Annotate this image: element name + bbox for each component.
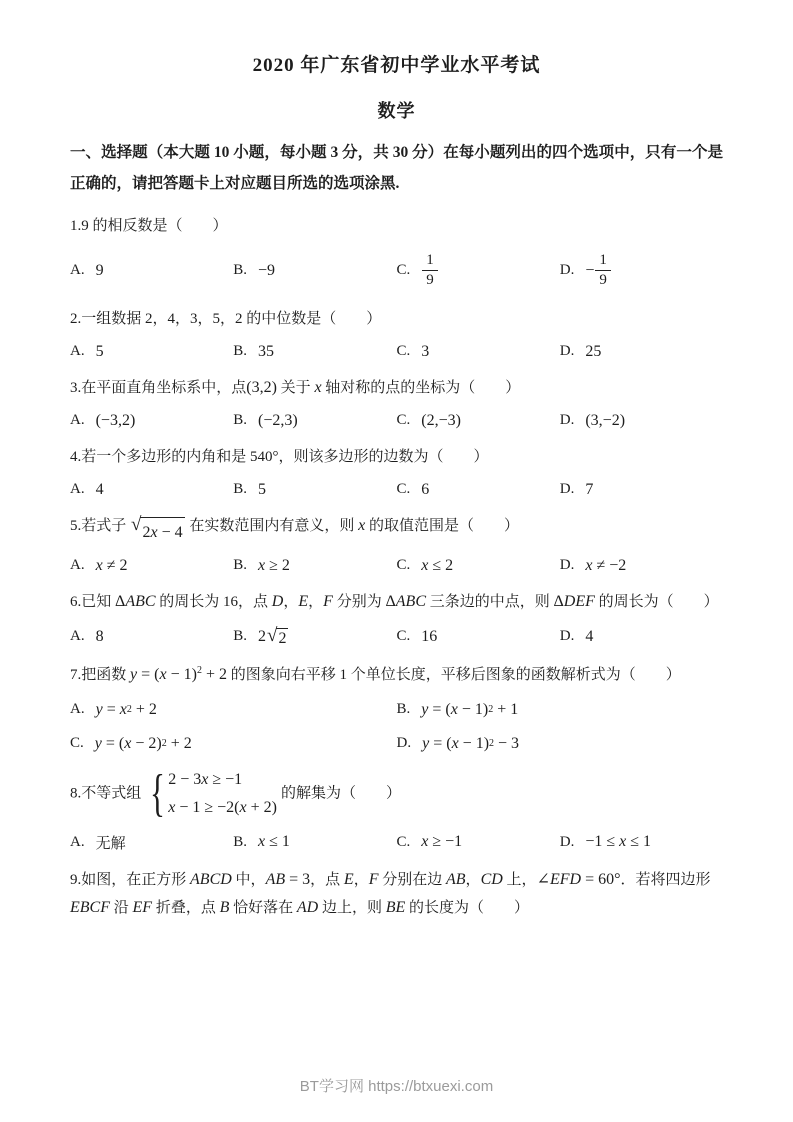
option-label: D.: [559, 628, 575, 644]
math-fraction: [595, 252, 611, 290]
text-run: 的图象向右平移 1 个单位长度，平移后图象的函数解析式为（ ）: [226, 666, 681, 683]
options-row: [70, 412, 723, 430]
math-run: ≥ 2: [265, 556, 290, 574]
option-label: C.: [396, 262, 411, 279]
option-b: [233, 626, 396, 648]
math-run: = (: [137, 665, 160, 683]
option-content: [585, 833, 651, 851]
radicand: [140, 517, 184, 547]
math-variable: x: [314, 378, 322, 396]
math-variable: x: [201, 770, 209, 788]
option-b: [233, 557, 396, 575]
option-content: [585, 628, 593, 646]
option-c: [397, 481, 560, 499]
system-rows: [168, 766, 277, 822]
options-row: [70, 481, 723, 499]
option-a: [70, 262, 233, 280]
math-variable: F: [323, 592, 333, 610]
option-label: A.: [70, 262, 85, 279]
option-label: C.: [396, 833, 411, 850]
left-brace-icon: [150, 768, 165, 820]
math-run: −9: [258, 261, 276, 279]
text-run: 8.不等式组: [70, 784, 142, 801]
option-content: [585, 481, 593, 499]
math-run: 16: [421, 627, 438, 645]
math-variable: x: [124, 734, 132, 752]
question-stem: [70, 305, 723, 333]
question-stem: [70, 866, 723, 922]
math-variable: y: [95, 700, 103, 718]
option-b: [233, 481, 396, 499]
math-run: + 1: [493, 700, 519, 718]
options-row: [70, 343, 723, 361]
math-run: ≠ −2: [592, 556, 627, 574]
math-variable: F: [368, 870, 379, 888]
math-variable: EF: [132, 898, 153, 916]
math-variable: ABC: [395, 592, 426, 610]
math-run: = (: [429, 734, 452, 752]
option-label: C.: [396, 343, 411, 359]
math-run: 9: [95, 261, 104, 279]
math-run: = (: [428, 700, 451, 718]
options-row: [70, 626, 723, 648]
option-content: [258, 481, 266, 499]
math-run: 25: [585, 342, 602, 360]
math-variable: x: [150, 523, 158, 541]
math-run: 8: [95, 627, 104, 645]
math-variable: ABC: [125, 592, 156, 610]
math-variable: x: [258, 556, 266, 574]
question-stem: [70, 512, 723, 547]
option-b: [397, 701, 724, 719]
text-run: 6.已知: [70, 593, 116, 610]
option-c: [397, 412, 560, 430]
option-d: [560, 481, 723, 499]
text-run: 1.9 的相反数是（ ）: [70, 218, 228, 234]
option-a: [70, 628, 233, 646]
math-run: = 60°: [581, 870, 621, 888]
options-row: [70, 701, 723, 753]
math-run: ≤ 1: [265, 833, 290, 850]
question-1: [70, 212, 723, 292]
math-variable: y: [421, 700, 429, 718]
option-a: [70, 412, 233, 430]
text-run: 上，: [502, 871, 537, 888]
options-row: [70, 250, 723, 292]
math-run: −: [585, 261, 595, 279]
option-a: [70, 832, 233, 853]
option-label: D.: [559, 481, 575, 497]
text-run: 三条边的中点，则: [425, 593, 554, 610]
math-run: = 3: [285, 870, 311, 888]
math-run: 6: [421, 480, 430, 498]
text-run: 分别为: [332, 593, 386, 610]
math-run: (−3,2): [95, 411, 136, 429]
question-5: [70, 512, 723, 575]
question-stem: [70, 588, 723, 616]
option-d: [560, 250, 723, 292]
math-variable: E: [343, 870, 354, 888]
math-run: −1 ≤: [585, 833, 620, 850]
math-run: 3: [421, 342, 430, 360]
option-label: D.: [396, 735, 412, 751]
option-content: [585, 412, 625, 430]
math-run: − 2): [131, 734, 162, 752]
math-variable: x: [451, 734, 459, 752]
text-run: 3.在平面直角坐标系中，点: [70, 379, 247, 396]
option-label: B.: [396, 701, 411, 717]
math-run: + 2: [166, 734, 192, 752]
option-label: A.: [70, 557, 85, 573]
text-run: 的周长为 16，点: [155, 593, 272, 610]
option-label: A.: [70, 481, 85, 497]
math-variable: x: [239, 798, 247, 816]
math-variable: x: [421, 556, 429, 574]
text-run: 7.把函数: [70, 666, 131, 683]
math-variable: x: [258, 833, 266, 850]
option-content: [96, 262, 104, 280]
math-run: ≥ −1: [428, 833, 463, 850]
option-label: C.: [396, 481, 411, 497]
math-run: − 1): [457, 700, 489, 718]
option-a: [70, 701, 397, 719]
text-run: 的长度为（ ）: [405, 899, 530, 916]
math-variable: B: [219, 898, 230, 916]
option-content: y = x 2 + 2: [95, 700, 157, 718]
options-row: [70, 832, 723, 853]
option-d: [560, 628, 723, 646]
option-content: [96, 557, 128, 575]
math-variable: CD: [480, 870, 503, 888]
math-square-root: [131, 515, 185, 547]
math-variable: EBCF: [70, 898, 110, 916]
footer-watermark: BT学习网 https://btxuexi.com: [299, 1078, 494, 1095]
option-content: [258, 343, 274, 361]
math-variable: AD: [296, 898, 319, 916]
text-run: 沿: [110, 899, 133, 916]
text-run: 折叠，点: [152, 899, 220, 916]
math-run: =: [102, 700, 120, 718]
option-content: y = ( x − 1) 2 − 3: [422, 734, 520, 752]
text-run: ．若将四边形: [620, 871, 711, 888]
option-c: [397, 250, 560, 292]
option-label: C.: [396, 412, 411, 428]
option-label: B.: [233, 481, 248, 497]
option-label: C.: [70, 735, 84, 751]
math-variable: x: [358, 516, 366, 534]
option-label: C.: [396, 557, 411, 573]
system-row: [168, 766, 277, 794]
option-label: B.: [233, 412, 248, 428]
text-run: ，点: [310, 871, 344, 888]
option-label: D.: [559, 833, 575, 850]
math-run: 5: [95, 342, 104, 360]
math-variable: E: [298, 592, 309, 610]
option-content: [585, 343, 601, 361]
text-run: 中，: [231, 871, 266, 888]
option-content: [421, 481, 429, 499]
math-run: ≠ 2: [102, 556, 128, 574]
option-content: [96, 481, 104, 499]
option-content: [421, 412, 461, 430]
option-c: [397, 628, 560, 646]
text-run: 分别在边: [378, 871, 446, 888]
text-run: 无解: [95, 835, 126, 852]
math-run: 2: [278, 629, 287, 647]
math-run: ∠: [536, 870, 550, 888]
option-content: [421, 250, 439, 292]
option-label: B.: [233, 262, 248, 279]
question-stem: [70, 443, 723, 471]
text-run: 5.若式子: [70, 517, 131, 534]
math-variable: x: [421, 833, 429, 850]
math-variable: x: [159, 665, 167, 683]
text-run: 的解集为（ ）: [280, 784, 401, 801]
math-run: 5: [258, 480, 267, 498]
math-variable: x: [95, 556, 103, 574]
option-label: B.: [233, 343, 248, 359]
option-d: [560, 343, 723, 361]
option-label: A.: [70, 628, 85, 644]
option-content: [421, 628, 437, 646]
question-stem: [70, 661, 723, 689]
math-run: 4: [95, 480, 104, 498]
math-run: − 1 ≥ −2(: [175, 798, 240, 816]
exam-title: 2020 年广东省初中学业水平考试: [252, 55, 541, 76]
option-label: A.: [70, 833, 85, 850]
math-variable: AB: [446, 870, 466, 888]
math-variable: y: [94, 734, 102, 752]
option-content: [421, 343, 429, 361]
math-run: − 4: [157, 523, 183, 541]
math-run: 4: [585, 627, 594, 645]
option-content: [258, 626, 289, 648]
math-variable: x: [168, 798, 176, 816]
option-label: A.: [70, 701, 85, 717]
option-b: [233, 833, 396, 851]
option-content: [585, 557, 626, 575]
math-fraction: [422, 252, 438, 290]
option-a: [70, 343, 233, 361]
question-2: [70, 305, 723, 361]
math-variable: ABCD: [190, 870, 232, 888]
option-content: [421, 557, 453, 575]
math-run: 2: [142, 523, 151, 541]
math-run: (3,2): [246, 378, 277, 396]
option-content: [585, 250, 612, 292]
text-run: ，: [353, 871, 369, 888]
text-run: 2.一组数据 2，4，3，5，2 的中位数是（ ）: [70, 310, 382, 327]
math-run: − 1): [166, 665, 197, 683]
system-row: [168, 794, 277, 822]
options-row: [70, 557, 723, 575]
math-run: (2,−3): [421, 411, 461, 429]
option-b: [233, 343, 396, 361]
math-run: (−2,3): [258, 411, 298, 429]
math-variable: EFD: [549, 870, 582, 888]
option-c: [397, 557, 560, 575]
math-run: ≥ −1: [208, 770, 243, 788]
fraction-numerator: 1: [595, 252, 611, 271]
option-content: [96, 832, 126, 853]
text-run: 在实数范围内有意义，则: [185, 517, 359, 534]
option-content: [421, 833, 462, 851]
math-variable: x: [450, 700, 458, 718]
option-label: D.: [559, 412, 575, 428]
option-content: [258, 557, 290, 575]
math-run: 7: [585, 480, 594, 498]
question-8: [70, 766, 723, 853]
option-d: [560, 412, 723, 430]
math-variable: x: [119, 700, 127, 718]
math-run: Δ: [385, 592, 396, 610]
option-a: [70, 557, 233, 575]
math-variable: AB: [265, 870, 286, 888]
math-run: ≤ 2: [428, 556, 454, 574]
option-d: [560, 833, 723, 851]
option-b: [233, 412, 396, 430]
question-stem: [70, 212, 723, 240]
option-content: [96, 628, 104, 646]
option-label: A.: [70, 343, 85, 359]
text-run: 4.若一个多边形的内角和是 540°，则该多边形的边数为（ ）: [70, 448, 489, 465]
math-run: + 2: [131, 700, 157, 718]
math-superscript: 2: [196, 664, 202, 676]
math-run: + 2): [246, 798, 277, 816]
math-variable: BE: [385, 898, 406, 916]
option-label: D.: [559, 557, 575, 573]
option-label: B.: [233, 833, 248, 850]
text-run: 关于: [276, 379, 315, 396]
text-run: 轴对称的点的坐标为（ ）: [321, 379, 521, 396]
option-a: [70, 481, 233, 499]
math-run: Δ: [115, 592, 126, 610]
question-7: [70, 661, 723, 753]
inequality-system: [145, 766, 277, 822]
option-c: [397, 343, 560, 361]
option-label: A.: [70, 412, 85, 428]
fraction-denominator: 9: [426, 272, 434, 289]
text-run: 的取值范围是（ ）: [365, 517, 519, 534]
math-square-root: [267, 626, 288, 648]
math-variable: y: [422, 734, 430, 752]
math-run: + 2: [201, 665, 227, 683]
option-content: [258, 833, 290, 851]
option-label: D.: [559, 343, 575, 359]
math-variable: DEF: [563, 592, 595, 610]
option-content: y = ( x − 2) 2 + 2: [94, 734, 192, 752]
math-run: 2: [258, 627, 267, 645]
fraction-numerator: 1: [422, 252, 438, 271]
radicand: [276, 628, 288, 648]
math-variable: D: [271, 592, 284, 610]
question-4: [70, 443, 723, 499]
math-variable: x: [619, 833, 627, 850]
questions-list: [70, 212, 723, 922]
text-run: ，: [283, 593, 299, 610]
fraction-denominator: 9: [599, 272, 607, 289]
option-label: B.: [233, 628, 248, 644]
exam-subject: 数学: [377, 101, 416, 121]
text-run: ，: [465, 871, 481, 888]
question-stem: [70, 374, 723, 402]
option-content: y = ( x − 1) 2 + 1: [421, 700, 519, 718]
text-run: ，: [308, 593, 324, 610]
math-run: − 3: [494, 734, 520, 752]
text-run: 的周长为（ ）: [594, 593, 719, 610]
option-b: [233, 262, 396, 280]
math-run: 35: [258, 342, 275, 360]
option-content: [96, 412, 136, 430]
option-c: [397, 833, 560, 851]
option-d: [397, 735, 724, 753]
option-label: C.: [396, 628, 411, 644]
question-6: [70, 588, 723, 648]
math-run: − 1): [458, 734, 490, 752]
text-run: 9.如图，在正方形: [70, 871, 191, 888]
math-run: ≤ 1: [626, 833, 652, 850]
text-run: 恰好落在: [229, 899, 297, 916]
question-9: [70, 866, 723, 922]
option-c: [70, 735, 397, 753]
option-label: B.: [233, 557, 248, 573]
math-run: Δ: [553, 592, 564, 610]
text-run: 边上，则: [318, 899, 386, 916]
option-content: [258, 412, 298, 430]
math-run: = (: [101, 734, 125, 752]
math-variable: y: [130, 665, 138, 683]
math-run: (3,−2): [585, 411, 626, 429]
section-heading: 一、选择题（本大题 10 小题，每小题 3 分，共 30 分）在每小题列出的四个选项中，只有一个是正确的，请把答题卡上对应题目所选的选项涂黑.: [70, 144, 723, 192]
math-variable: x: [585, 556, 593, 574]
question-3: [70, 374, 723, 430]
question-stem: [70, 766, 723, 822]
option-content: [96, 343, 104, 361]
option-label: D.: [559, 262, 575, 279]
math-run: 2 − 3: [168, 770, 202, 788]
option-content: [258, 262, 275, 280]
option-d: [560, 557, 723, 575]
